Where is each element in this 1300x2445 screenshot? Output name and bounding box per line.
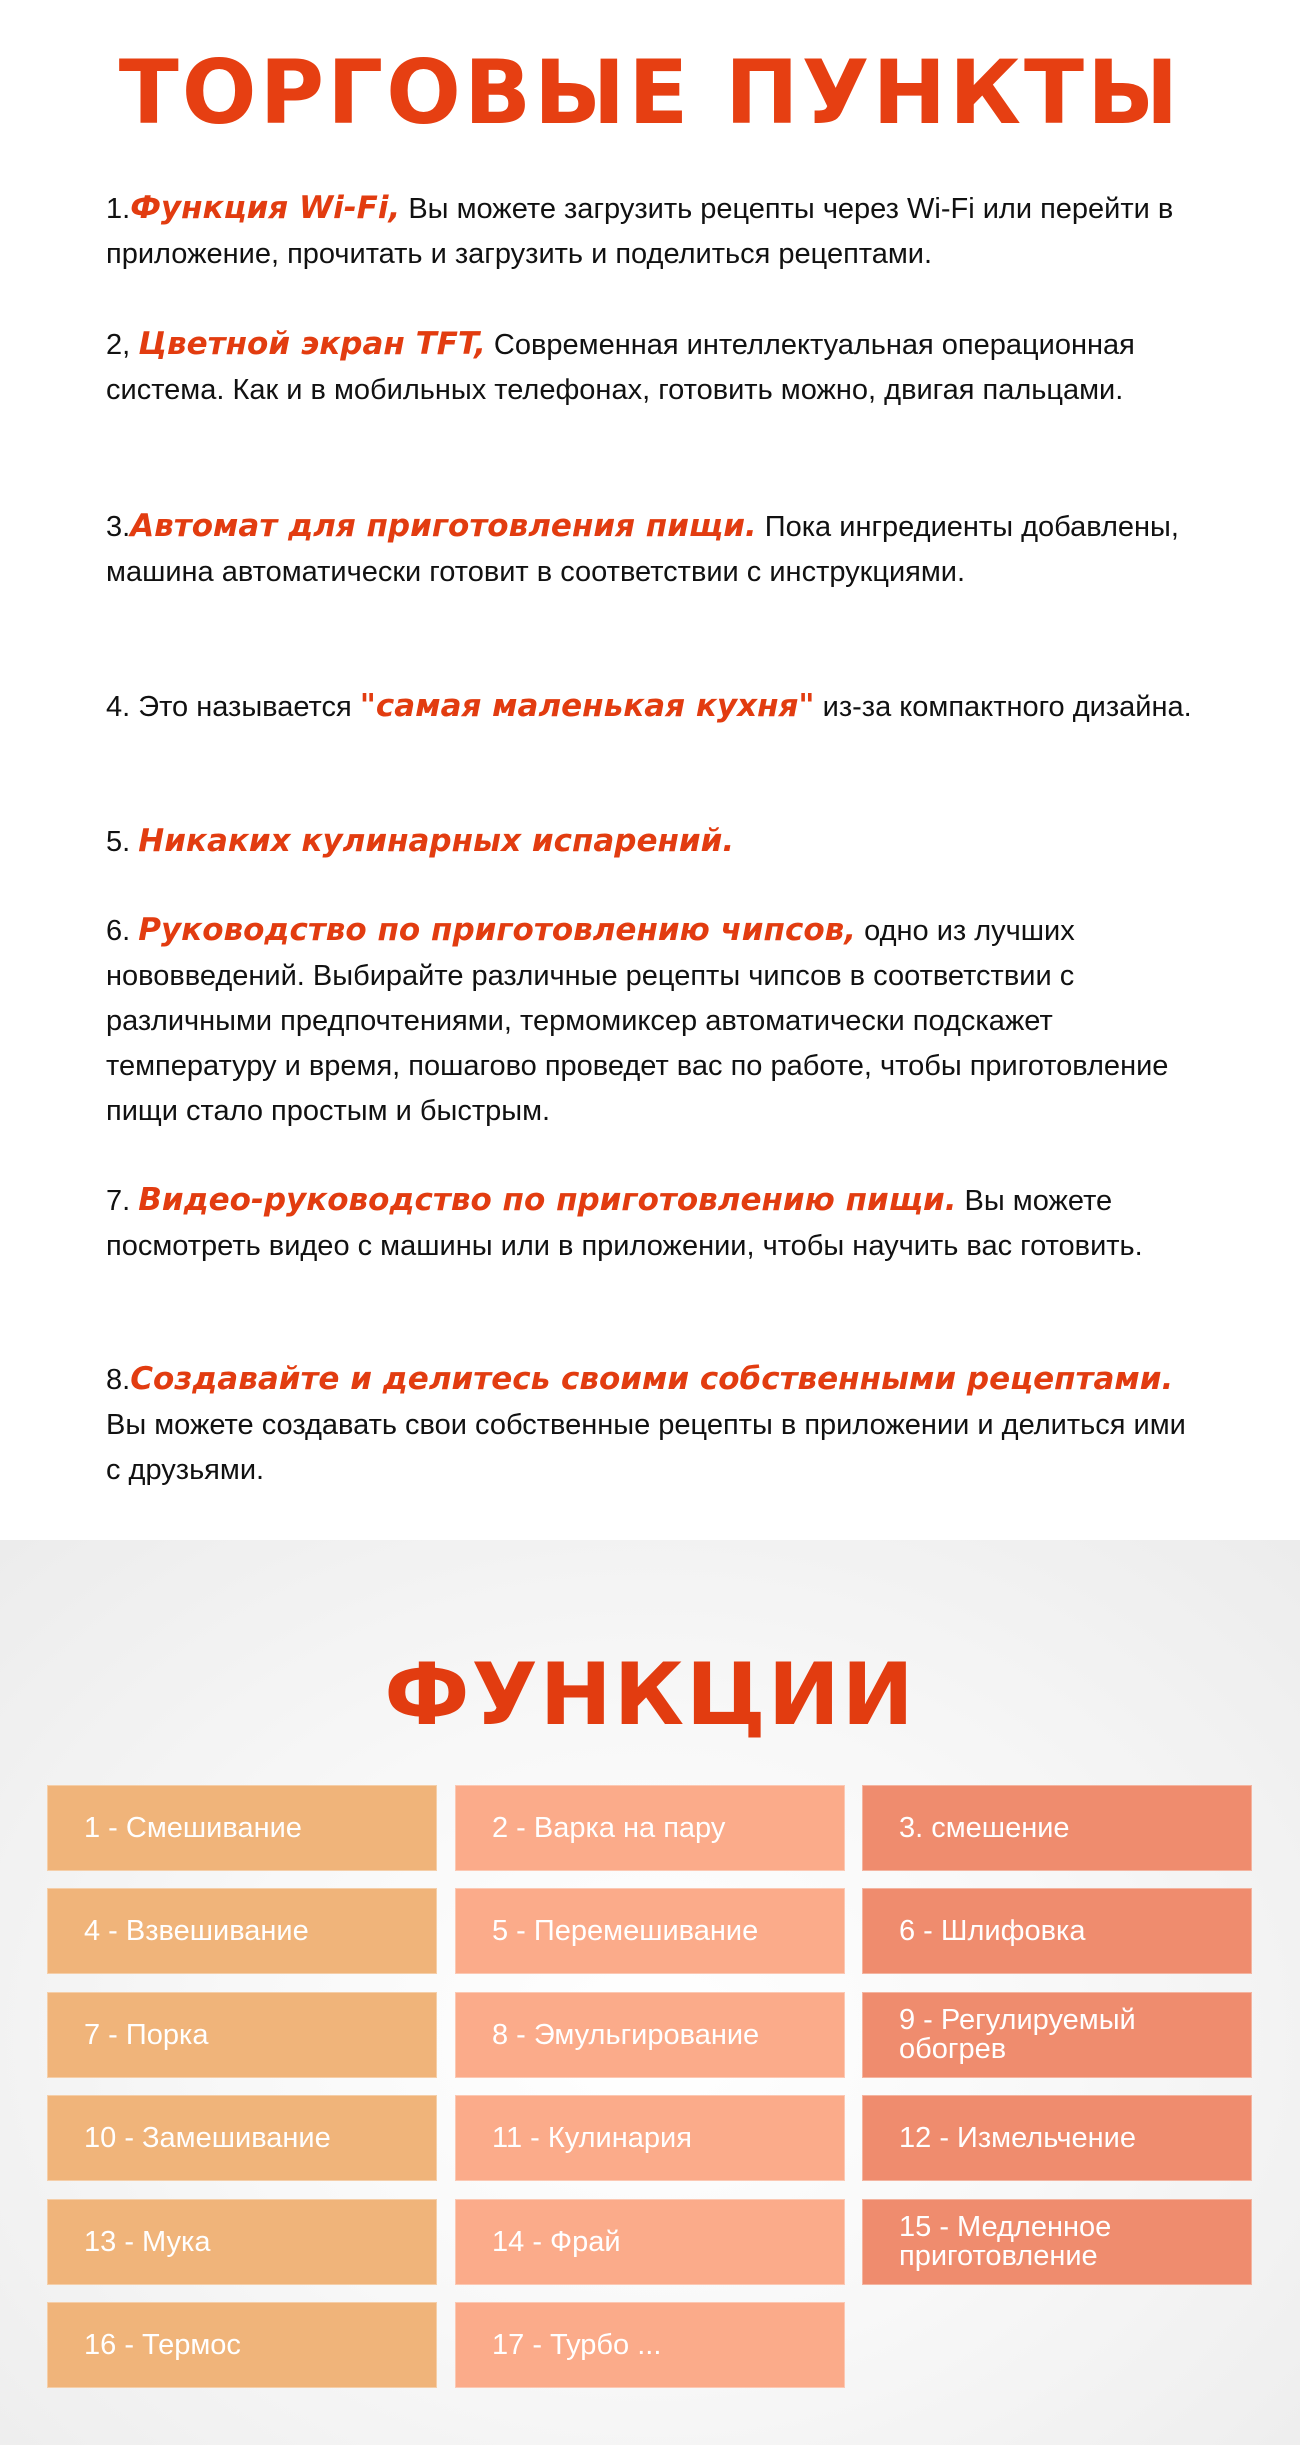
function-tile-flour	[47, 2199, 437, 2285]
point-text: Вы можете загрузить рецепты через Wi-Fi или перейти в приложение, прочитать и загрузить и поделиться рецептами.	[106, 193, 1174, 270]
function-tile-mixing	[47, 1785, 437, 1871]
function-tile-whipping	[47, 1992, 437, 2078]
selling-points-title: ТОРГОВЫЕ ПУНКТЫ	[118, 41, 1182, 144]
function-tile-blending	[862, 1785, 1252, 1871]
point-highlight: Руководство по приготовлению чипсов,	[138, 912, 857, 948]
point-text: Современная интеллектуальная операционная система. Как и в мобильных телефонах, готовить можно, двигая пальцами.	[106, 329, 1135, 406]
selling-point-5	[106, 819, 1196, 865]
selling-point-8	[106, 1357, 1196, 1493]
function-tile-turbo	[455, 2302, 845, 2388]
point-text: Пока ингредиенты добавлены, машина автоматически готовит в соответствии с инструкциями.	[106, 511, 1179, 588]
function-label: 13 - Мука	[84, 2225, 211, 2258]
point-number: 7.	[106, 1185, 139, 1217]
selling-point-1	[106, 186, 1196, 277]
function-label: 16 - Термос	[84, 2328, 241, 2361]
function-tile-steaming	[455, 1785, 845, 1871]
point-text: из-за компактного дизайна.	[814, 691, 1192, 723]
function-label: 6 - Шлифовка	[899, 1914, 1086, 1947]
selling-point-4	[106, 684, 1196, 730]
point-number: 6.	[106, 915, 139, 947]
point-number: 1.	[106, 193, 131, 225]
point-highlight: Цветной экран TFT,	[138, 326, 486, 362]
point-highlight: Создавайте и делитесь своими собственными рецептами.	[130, 1361, 1174, 1397]
function-label: 11 - Кулинария	[492, 2121, 692, 2154]
selling-point-7	[106, 1178, 1196, 1269]
functions-title: ФУНКЦИИ	[384, 1645, 916, 1745]
function-label: 12 - Измельчение	[899, 2121, 1136, 2154]
function-tile-emulsifying	[455, 1992, 845, 2078]
function-tile-adjustable-heating	[862, 1992, 1252, 2078]
function-label: 5 - Перемешивание	[492, 1914, 759, 1947]
point-number: 4. Это называется	[106, 691, 360, 723]
point-highlight: "самая маленькая кухня"	[359, 688, 815, 724]
function-label: 15 - Медленное приготовление	[899, 2211, 1112, 2272]
function-tile-thermos	[47, 2302, 437, 2388]
function-label: 14 - Фрай	[492, 2225, 621, 2258]
function-label: 3. смешение	[899, 1811, 1070, 1844]
function-tile-stirring	[455, 1888, 845, 1974]
function-tile-grinding	[862, 1888, 1252, 1974]
selling-point-2	[106, 322, 1196, 413]
function-tile-chopping	[862, 2095, 1252, 2181]
point-text: Вы можете создавать свои собственные рецепты в приложении и делиться ими с друзьями.	[106, 1409, 1186, 1486]
selling-point-6	[106, 908, 1196, 1134]
point-number: 3.	[106, 511, 131, 543]
selling-point-3	[106, 504, 1196, 595]
point-highlight: Никаких кулинарных испарений.	[138, 823, 735, 859]
point-number: 5.	[106, 826, 139, 858]
function-label: 1 - Смешивание	[84, 1811, 302, 1844]
point-number: 8.	[106, 1364, 131, 1396]
function-tile-cooking	[455, 2095, 845, 2181]
function-label: 8 - Эмульгирование	[492, 2018, 760, 2051]
point-highlight: Видео-руководство по приготовлению пищи.	[138, 1182, 957, 1218]
function-tile-slow-cooking	[862, 2199, 1252, 2285]
point-highlight: Автомат для приготовления пищи.	[130, 508, 757, 544]
function-label: 9 - Регулируемый обогрев	[899, 2004, 1136, 2065]
function-tile-fry	[455, 2199, 845, 2285]
point-number: 2,	[106, 329, 139, 361]
point-text: одно из лучших нововведений. Выбирайте различные рецепты чипсов в соответствии с различными предпочтениями, термомиксер автоматически подскажет температуру и время, пошагово проведет вас по работе, чтобы приготовление пищи стало простым и быстрым.	[106, 915, 1169, 1127]
function-label: 2 - Варка на пару	[492, 1811, 726, 1844]
function-label: 17 - Турбо ...	[492, 2328, 662, 2361]
function-label: 4 - Взвешивание	[84, 1914, 309, 1947]
functions-section	[0, 1540, 1300, 2445]
point-text: Вы можете посмотреть видео с машины или в приложении, чтобы научить вас готовить.	[106, 1185, 1143, 1262]
function-label: 7 - Порка	[84, 2018, 209, 2051]
point-highlight: Функция Wi-Fi,	[130, 190, 401, 226]
function-label: 10 - Замешивание	[84, 2121, 331, 2154]
function-tile-weighing	[47, 1888, 437, 1974]
function-tile-kneading	[47, 2095, 437, 2181]
